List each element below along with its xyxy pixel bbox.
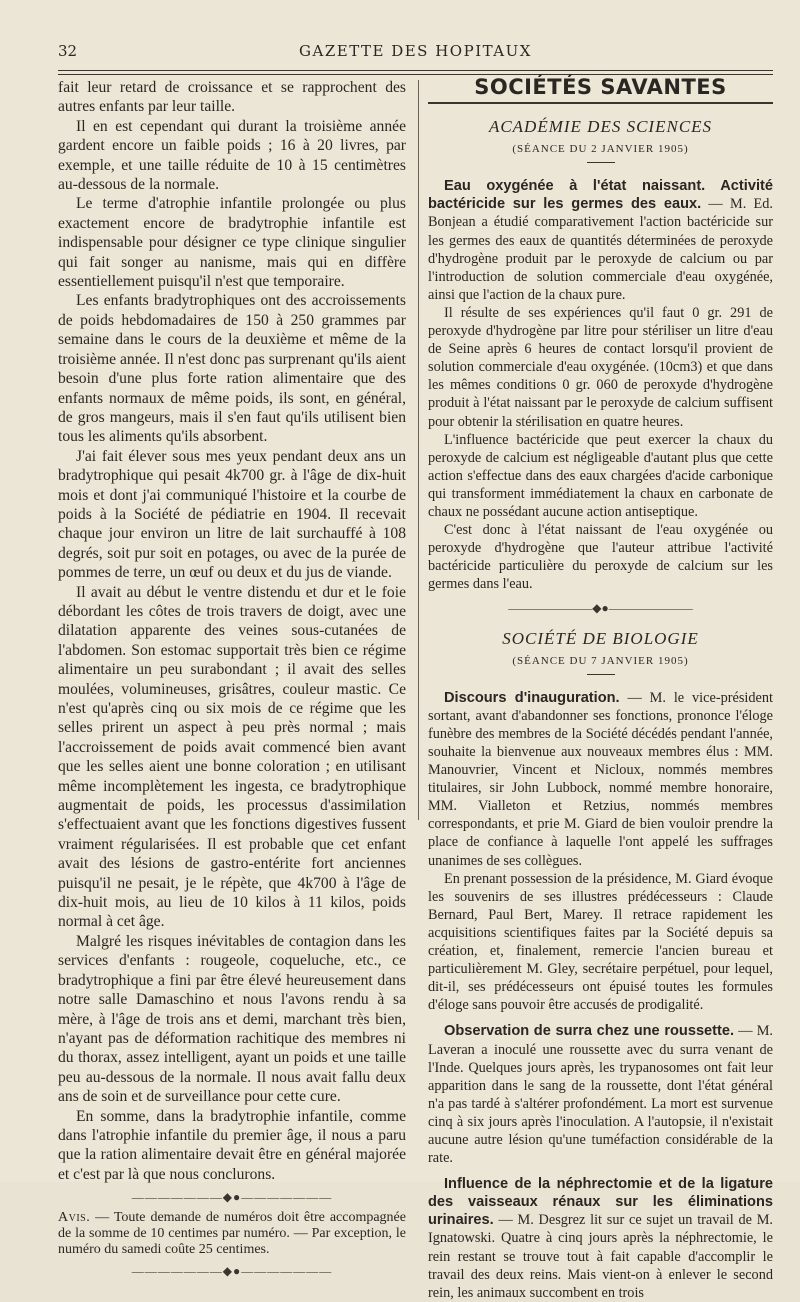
article <box>428 177 773 304</box>
paragraph: Il en est cependant qui durant la troisième année gardent encore un faible poids ; 16 à 20 livres, par exemple, et une taille réduite de 10 à 15 centimètres au-dessous de la normale. <box>58 117 406 194</box>
academie-seance: (SÉANCE DU 2 JANVIER 1905) <box>512 143 689 156</box>
avis-notice <box>58 1210 406 1258</box>
paragraph: Il résulte de ses expériences qu'il faut 0 gr. 291 de peroxyde d'hydrogène par litre pour stériliser un litre d'eau de Seine après 6 heures de contact lorsqu'il provient de solution commerciale d'eau oxygénée. (10cm3) et que dans les mêmes conditions 0 gr. 060 de peroxyde d'hydrogène produit à l'état naissant par le peroxyde de calcium suffisent pour obtenir la stérilisation en quatre heures. <box>428 304 773 430</box>
academie-title: ACADÉMIE DES SCIENCES <box>488 117 713 137</box>
paragraph: fait leur retard de croissance et se rapprochent des autres enfants par leur taille. <box>58 79 406 116</box>
column-divider <box>418 80 419 820</box>
ornament-divider: ———————◆●——————— <box>508 601 693 616</box>
article-text: — M. Desgrez lit sur ce sujet un travail de M. Ignatowski. Quatre à cinq jours après la néphrectomie, le rein restant se trouve tout à fait capable d'accomplir le travail des deux reins. Mais vient-on à enlever le second rein, les animaux succombent en trois <box>428 1212 773 1301</box>
paragraph: C'est donc à l'état naissant de l'eau oxygénée ou peroxyde d'hydrogène que l'auteur attribue l'activité bactéricide particulière du peroxyde de calcium sur les germes dans l'eau. <box>428 522 773 593</box>
article-heading: Observation de surra chez une roussette. <box>444 1023 735 1040</box>
article-text: — M. Laveran a inoculé une roussette avec du surra venant de l'Inde. Quelques jours après, les trypanosomes ont fait leur apparition dans le sang de la roussette, dont l'état général n'a pas tardé à s'altérer profondément. La mort est survenue cinq à six jours après l'inoculation. A l'autopsie, il n'existait aucune autre lésion qu'une tuméfaction considérable de la rate. <box>428 1023 773 1167</box>
article-text: — M. Ed. Bonjean a étudié comparativement l'action bactéricide sur les germes des eaux de quantités déterminées de peroxyde d'hydrogène produit par le peroxyde de calcium ou par l'introduction de solution commerciale d'eau oxygénée, ainsi que l'action de la chaux pure. <box>428 196 774 303</box>
article-heading: Discours d'inauguration. <box>444 689 620 706</box>
article-heading: Eau oxygénée à l'état naissant. Activité bactéricide sur les germes des eaux. <box>428 178 773 213</box>
page-number: 32 <box>58 42 78 60</box>
small-rule <box>587 674 615 675</box>
left-column <box>58 78 406 1283</box>
paragraph: Malgré les risques inévitables de contagion dans les services d'enfants : rougeole, coqueluche, etc., ce bradytrophique a fini par être élevé heureusement dans notre salle Damaschino et nous l'avons rendu à sa mère, à l'âge de trois ans et demi, marchant très bien, n'ayant pas de déformation rachitique des membres ni du thorax, assez intelligent, ayant un poids et une taille peu au-dessous de la normale. Il nous avait fallu deux ans de soin et de surveillance pour cette cure. <box>58 932 406 1106</box>
header-rule <box>58 70 773 71</box>
avis-label: Avis. <box>58 1209 91 1225</box>
section-title: SOCIÉTÉS SAVANTES <box>474 75 727 99</box>
ornament-divider-bottom: ———————◆●——————— <box>131 1263 333 1278</box>
paragraph: Il avait au début le ventre distendu et dur et le foie débordant les côtes de trois travers de doigt, avec une dilatation apparente des veines sous-cutanées de l'abdomen. Son estomac supportait très bien ce régime alimentaire un peu surabondant ; il avait des selles moulées, volumineuses, grisâtres, couleur mastic. Ce n'est qu'après cinq ou six mois de ce régime que les selles prirent un aspect à peu près normal ; mais l'accroissement de poids avait commencé bien avant que les selles aient une bonne coloration ; en utilisant même incomplètement les ingesta, ce bradytrophique augmentait de poids, les processus d'assimilation s'effectuaient avant que les fonctions digestives fussent vraiment régularisées. Il est probable que cet enfant avait des lésions de gastro-entérite fort anciennes puisqu'il ne pesait, je le répète, que 4k700 à l'âge de dix-huit mois, au lieu de 10 kilos à 11 kilos, poids normal à cet âge. <box>58 583 406 931</box>
biologie-title: SOCIÉTÉ DE BIOLOGIE <box>502 628 699 648</box>
page-header <box>58 38 773 68</box>
biologie-seance: (SÉANCE DU 7 JANVIER 1905) <box>512 654 689 667</box>
ornament-divider: ———————◆●——————— <box>131 1190 333 1205</box>
article <box>428 689 773 870</box>
paragraph: En somme, dans la bradytrophie infantile, comme dans l'atrophie infantile du premier âge, il nous a paru que la ration alimentaire devait être en général majorée et c'est par là que nous conclurons. <box>58 1107 406 1183</box>
small-rule <box>587 162 615 163</box>
paragraph: L'influence bactéricide que peut exercer la chaux du peroxyde de calcium est négligeable d'autant plus que cette action s'effectue dans des eaux chargées d'acide carbonique qui transforment immédiatement la chaux en carbonate de chaux ne possédant aucune action antiseptique. <box>428 431 773 520</box>
journal-title: GAZETTE DES HOPITAUX <box>299 42 532 60</box>
article-text: — M. le vice-président sortant, avant d'abandonner ses fonctions, prononce l'éloge funèbre des membres de la Société décédés pendant l'année, souhaite la bienvenue aux nouveaux membres élus : MM. Manouvrier, Vincent et Nicloux, nommés membres titulaires, sir John Lubbock, nommé membre honoraire, MM. Vialleton et Retzius, nommés membres correspondants, et prie M. Giard de bien vouloir prendre la place de confiance à laquelle l'ont appelé les suffrages unanimes de ses collègues. <box>428 689 773 869</box>
paragraph: En prenant possession de la présidence, M. Giard évoque les souvenirs de ses illustres prédécesseurs : Claude Bernard, Paul Bert, Marey. Il retrace rapidement les acquisitions scientifiques faites par la Société depuis sa création, et, finalement, remercie l'ancien bureau et particulièrement M. Gley, secrétaire perpétuel, pour lequel, dit-il, ses prédécesseurs ont épuisé toutes les formules d'éloge sans pouvoir être accusés de prodigalité. <box>428 870 773 1014</box>
paragraph: Les enfants bradytrophiques ont des accroissements de poids hebdomadaires de 150 à 250 grammes par semaine dans le cours de la deuxième et même de la troisième année. Il n'est donc pas surprenant qu'ils aient besoin d'une plus forte ration alimentaire que des enfants normaux de même poids, ils sont, en général, de gros mangeurs, mais il s'en faut qu'ils utilisent bien tous les aliments qu'ils absorbent. <box>58 292 406 446</box>
right-column <box>428 74 773 1302</box>
paragraph: J'ai fait élever sous mes yeux pendant deux ans un bradytrophique qui pesait 4k700 gr. à l'âge de dix-huit mois et dont j'ai communiqué l'histoire et la courbe de poids à la Société de pédiatrie en 1904. Il recevait chaque jour environ un litre de lait surchauffé à 108 degrés, soit pur soit en potages, ou avec de la purée de pommes de terre, un œuf ou deux et du jus de viande. <box>58 447 406 582</box>
article <box>428 1022 773 1167</box>
article-heading: Influence de la néphrectomie et de la ligature des vaisseaux rénaux sur les éliminations urinaires. <box>428 1176 773 1229</box>
paragraph: Le terme d'atrophie infantile prolongée ou plus exactement encore de bradytrophie infantile est indispensable pour désigner ce type clinique singulier qui fait songer au nanisme, mais qui en diffère essentiellement puisqu'il n'est que temporaire. <box>58 195 406 291</box>
section-rule <box>428 102 773 104</box>
article <box>428 1175 773 1302</box>
avis-text: — Toute demande de numéros doit être accompagnée de la somme de 10 centimes par numéro. — Par exception, le numéro du samedi coûte 25 centimes. <box>58 1209 406 1257</box>
